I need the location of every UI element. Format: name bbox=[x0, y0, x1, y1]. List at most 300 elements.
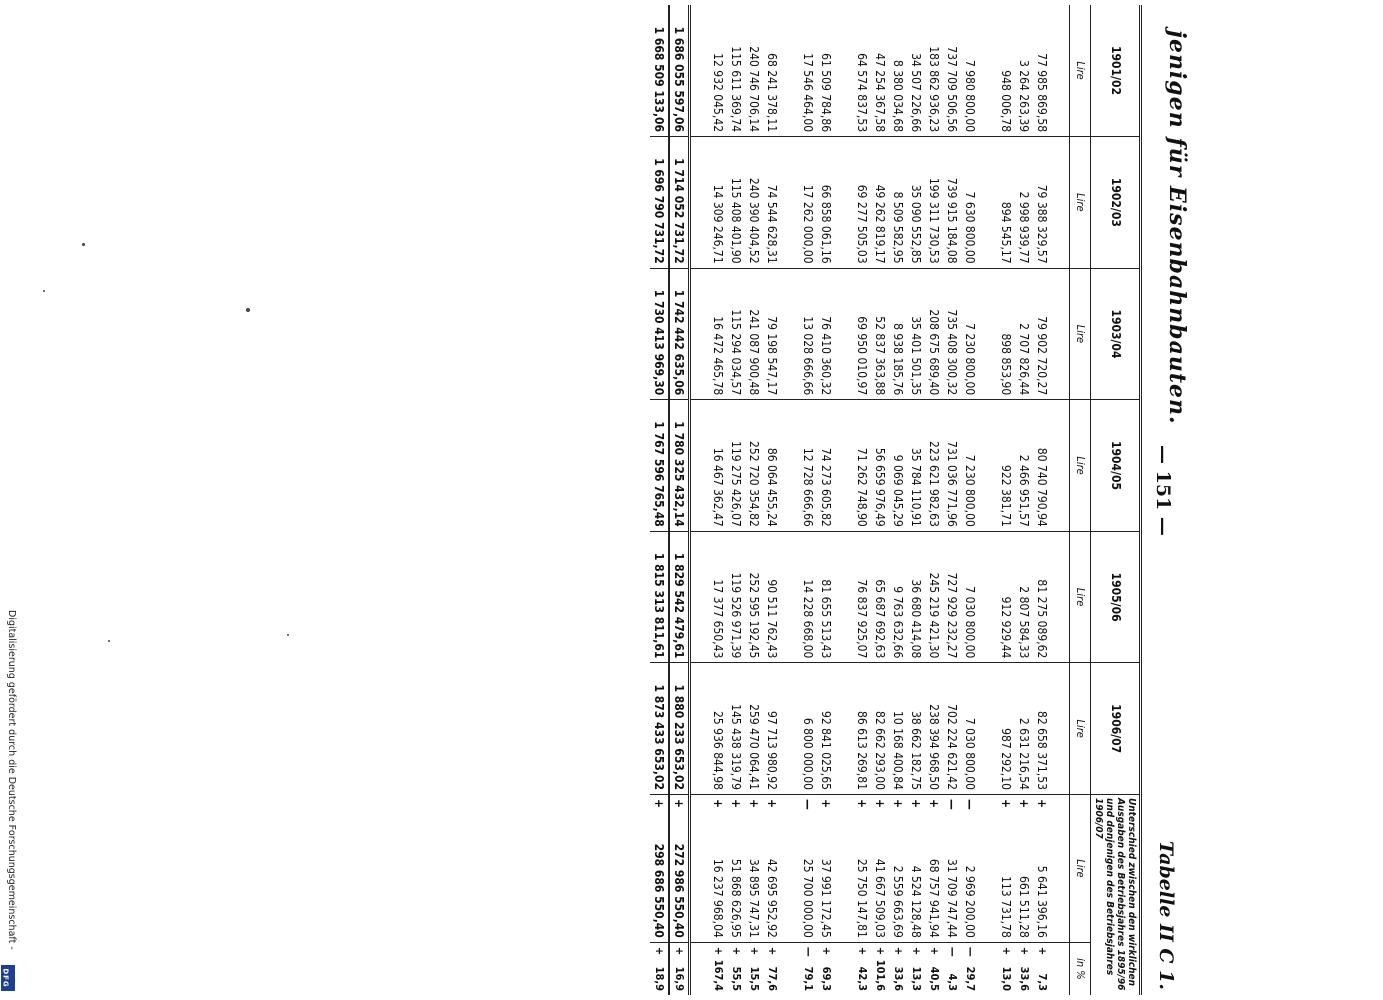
year-value-cell: 69 277 505,03 bbox=[853, 137, 871, 269]
year-value-cell: 240 390 404,52 bbox=[745, 137, 763, 269]
percent-cell bbox=[1033, 942, 1051, 995]
year-value-cell: 66 858 061,16 bbox=[817, 137, 835, 269]
year-value-cell: 922 381,71 bbox=[997, 400, 1015, 532]
spacer-cell bbox=[781, 531, 799, 663]
year-value-cell: 86 613 269,81 bbox=[853, 663, 871, 795]
unit-label: Lire bbox=[1069, 137, 1090, 269]
percent-cell bbox=[871, 942, 889, 995]
spacer-cell bbox=[781, 663, 799, 795]
spacer-cell bbox=[979, 531, 997, 663]
year-value-cell: 9 069 045,29 bbox=[889, 400, 907, 532]
dfg-logo-text: DFG bbox=[1, 968, 10, 988]
percent-sign: + bbox=[999, 946, 1013, 956]
table-row bbox=[889, 5, 907, 995]
year-value-cell: 1 742 442 635,06 bbox=[669, 268, 690, 400]
year-value-cell: 92 841 025,65 bbox=[817, 663, 835, 795]
year-value-cell: 912 929,44 bbox=[997, 531, 1015, 663]
year-value-cell: 115 408 401,90 bbox=[727, 137, 745, 269]
year-value-cell: 97 713 980,92 bbox=[763, 663, 781, 795]
difference-cell bbox=[709, 794, 727, 942]
scan-speck bbox=[246, 308, 250, 312]
scan-speck bbox=[43, 290, 45, 292]
year-value-cell: 61 509 784,86 bbox=[818, 53, 833, 133]
difference-sign: + bbox=[1034, 798, 1049, 809]
percent-sign: — bbox=[945, 946, 959, 957]
difference-value: 113 731,78 bbox=[998, 876, 1013, 938]
col-header-year: 1901/02 bbox=[1090, 5, 1140, 137]
spacer-cell bbox=[1051, 137, 1070, 269]
difference-cell bbox=[799, 794, 817, 942]
table-row bbox=[709, 5, 727, 995]
percent-cell bbox=[763, 942, 781, 995]
percent-value: 7,3 bbox=[1035, 973, 1049, 991]
difference-cell bbox=[650, 794, 669, 942]
difference-cell bbox=[727, 794, 745, 942]
percent-cell bbox=[961, 942, 979, 995]
year-value-cell: 1 714 052 731,72 bbox=[669, 137, 690, 269]
percent-sign: + bbox=[1035, 946, 1049, 956]
percent-value: 15,5 bbox=[747, 966, 761, 991]
year-value-cell: 259 470 064,41 bbox=[745, 663, 763, 795]
spacer-cell bbox=[835, 400, 853, 532]
spacer-cell bbox=[689, 5, 709, 137]
year-value-cell: 1 880 233 653,02 bbox=[669, 663, 690, 795]
percent-value: 33,6 bbox=[891, 966, 905, 991]
spacer-cell bbox=[835, 663, 853, 795]
unit-label: Lire bbox=[1069, 5, 1090, 137]
percent-sign: + bbox=[672, 946, 686, 956]
year-value-cell: 240 746 706,14 bbox=[746, 46, 761, 133]
year-value-cell: 119 275 426,07 bbox=[727, 400, 745, 532]
year-value-cell: 1 767 596 765,48 bbox=[650, 400, 669, 532]
percent-cell bbox=[943, 942, 961, 995]
year-value-cell: 6 800 000,00 bbox=[799, 663, 817, 795]
year-value-cell: 65 687 692,63 bbox=[871, 531, 889, 663]
difference-cell bbox=[871, 794, 889, 942]
year-value-cell: 76 410 360,32 bbox=[817, 268, 835, 400]
year-value-cell: 1 686 055 597,06 bbox=[669, 5, 690, 137]
difference-cell bbox=[889, 794, 907, 942]
spacer-cell bbox=[1051, 531, 1070, 663]
table-row bbox=[1015, 5, 1033, 995]
expenditure-table bbox=[650, 5, 1142, 995]
year-value-cell: 1 730 413 969,30 bbox=[650, 268, 669, 400]
difference-cell bbox=[1033, 794, 1051, 942]
digitization-footer bbox=[3, 610, 17, 995]
spacer-cell bbox=[689, 942, 709, 995]
percent-value: 29,7 bbox=[963, 966, 977, 991]
percent-cell bbox=[907, 942, 925, 995]
year-value-cell: 223 621 982,63 bbox=[925, 400, 943, 532]
difference-value: 2 559 663,69 bbox=[890, 865, 905, 938]
year-value-cell: 8 380 034,68 bbox=[890, 59, 905, 133]
year-value-cell: 2 466 951,57 bbox=[1015, 400, 1033, 532]
spacer-cell bbox=[689, 531, 709, 663]
year-value-cell: 35 784 110,91 bbox=[907, 400, 925, 532]
scan-speck bbox=[108, 640, 110, 642]
table-row bbox=[763, 5, 781, 995]
year-value-cell: 56 659 976,49 bbox=[871, 400, 889, 532]
spacer-cell bbox=[781, 268, 799, 400]
difference-sign: + bbox=[1016, 798, 1031, 809]
spacer-row bbox=[835, 5, 853, 995]
spacer-row bbox=[979, 5, 997, 995]
percent-value: 79,1 bbox=[801, 966, 815, 991]
difference-value: 42 695 952,92 bbox=[764, 858, 779, 938]
difference-cell bbox=[961, 794, 979, 942]
percent-sign: + bbox=[855, 946, 869, 956]
year-value-cell: 35 401 501,35 bbox=[907, 268, 925, 400]
year-value-cell: 17 377 650,43 bbox=[709, 531, 727, 663]
percent-value: 16,9 bbox=[672, 966, 686, 991]
percent-sign: — bbox=[801, 946, 815, 957]
table-body bbox=[650, 5, 1070, 995]
percent-value: 40,5 bbox=[927, 966, 941, 991]
difference-value: 51 868 626,95 bbox=[728, 858, 743, 938]
year-value-cell: 90 511 762,43 bbox=[763, 531, 781, 663]
unit-label: Lire bbox=[1069, 268, 1090, 400]
table-row bbox=[907, 5, 925, 995]
year-value-cell: 12 932 045,42 bbox=[710, 53, 725, 133]
year-value-cell: 739 915 184,08 bbox=[943, 137, 961, 269]
table-row bbox=[871, 5, 889, 995]
difference-cell bbox=[943, 794, 961, 942]
difference-sign: + bbox=[764, 798, 779, 809]
spacer-cell bbox=[689, 400, 709, 532]
percent-cell bbox=[853, 942, 871, 995]
percent-value: 55,5 bbox=[729, 966, 743, 991]
difference-sign: + bbox=[890, 798, 905, 809]
year-value-cell: 1 780 325 432,14 bbox=[669, 400, 690, 532]
page-number: — 151 — bbox=[1151, 445, 1174, 536]
year-value-cell: 1 829 542 479,61 bbox=[669, 531, 690, 663]
year-value-cell: 145 438 319,79 bbox=[727, 663, 745, 795]
year-value-cell: 74 273 605,82 bbox=[817, 400, 835, 532]
year-value-cell: 115 611 369,74 bbox=[728, 46, 743, 133]
scan-speck bbox=[82, 243, 85, 246]
year-value-cell: 2 707 826,44 bbox=[1015, 268, 1033, 400]
year-value-cell: 894 545,17 bbox=[997, 137, 1015, 269]
difference-value: 31 709 747,44 bbox=[944, 858, 959, 938]
year-value-cell: 238 394 968,50 bbox=[925, 663, 943, 795]
difference-sign: + bbox=[908, 798, 923, 809]
percent-sign: — bbox=[963, 946, 977, 957]
difference-sign: + bbox=[818, 798, 833, 809]
difference-sign: + bbox=[854, 798, 869, 809]
percent-cell bbox=[669, 942, 690, 995]
year-value-cell: 38 662 182,75 bbox=[907, 663, 925, 795]
difference-value: 34 895 747,31 bbox=[746, 858, 761, 938]
spacer-cell bbox=[979, 137, 997, 269]
year-value-cell: 35 090 552,85 bbox=[907, 137, 925, 269]
percent-value: 18,9 bbox=[652, 966, 666, 991]
year-value-cell: 208 675 689,40 bbox=[925, 268, 943, 400]
table-row bbox=[943, 5, 961, 995]
difference-cell bbox=[925, 794, 943, 942]
spacer-cell bbox=[689, 794, 709, 942]
spacer-cell bbox=[835, 794, 853, 942]
year-value-cell: 245 219 421,30 bbox=[925, 531, 943, 663]
col-header-year: 1906/07 bbox=[1090, 663, 1140, 795]
year-value-cell: 52 837 363,88 bbox=[871, 268, 889, 400]
year-value-cell: 7 030 800,00 bbox=[961, 531, 979, 663]
year-value-cell: 86 064 455,24 bbox=[763, 400, 781, 532]
year-value-cell: 17 262 000,00 bbox=[799, 137, 817, 269]
difference-sign: + bbox=[710, 798, 725, 809]
percent-sign: + bbox=[909, 946, 923, 956]
difference-cell bbox=[763, 794, 781, 942]
year-value-cell: 47 254 367,58 bbox=[872, 53, 887, 133]
spacer-row bbox=[689, 5, 709, 995]
unit-row bbox=[1069, 5, 1090, 995]
year-value-cell: 987 292,10 bbox=[997, 663, 1015, 795]
difference-cell bbox=[1015, 794, 1033, 942]
difference-value: 16 237 968,04 bbox=[710, 858, 725, 938]
spacer-cell bbox=[979, 663, 997, 795]
spacer-cell bbox=[979, 268, 997, 400]
year-value-cell: 727 929 232,27 bbox=[943, 531, 961, 663]
spacer-cell bbox=[689, 268, 709, 400]
percent-value: 13,3 bbox=[909, 966, 923, 991]
year-value-cell: 25 936 844,98 bbox=[709, 663, 727, 795]
table-row bbox=[1033, 5, 1051, 995]
percent-sign: + bbox=[819, 946, 833, 956]
table-row bbox=[727, 5, 745, 995]
spacer-cell bbox=[689, 663, 709, 795]
year-value-cell: 8 938 185,76 bbox=[889, 268, 907, 400]
year-value-cell: 77 985 869,58 bbox=[1034, 53, 1049, 133]
spacer-cell bbox=[781, 794, 799, 942]
spacer-cell bbox=[979, 400, 997, 532]
col-header-year: 1903/04 bbox=[1090, 268, 1140, 400]
year-value-cell: 183 862 936,23 bbox=[926, 46, 941, 133]
total-row bbox=[650, 5, 669, 995]
page-title: jenigen für Eisenbahnbauten. bbox=[1163, 30, 1190, 425]
spacer-cell bbox=[781, 942, 799, 995]
year-value-cell: 1 815 313 811,61 bbox=[650, 531, 669, 663]
year-value-cell: 2 998 939,77 bbox=[1015, 137, 1033, 269]
col-header-difference: Unterschied zwischen den wirklichen Ausgaben des Betriebsjahres 1895/96 und denjenigen des Betriebsjahres 1906/07 bbox=[1090, 794, 1140, 995]
spacer-cell bbox=[979, 794, 997, 942]
difference-value: 2 969 200,00 bbox=[962, 865, 977, 938]
year-value-cell: 14 228 668,00 bbox=[799, 531, 817, 663]
year-value-cell: 36 680 414,08 bbox=[907, 531, 925, 663]
year-value-cell: 115 294 034,57 bbox=[727, 268, 745, 400]
difference-value: 25 700 000,00 bbox=[800, 858, 815, 938]
percent-cell bbox=[925, 942, 943, 995]
spacer-cell bbox=[1051, 942, 1070, 995]
unit-label: Lire bbox=[1069, 663, 1090, 795]
year-value-cell: 79 902 720,27 bbox=[1033, 268, 1051, 400]
year-value-cell: 948 006,78 bbox=[998, 70, 1013, 133]
difference-value: 37 991 172,45 bbox=[818, 858, 833, 938]
rotated-table-page bbox=[42, 5, 1192, 995]
percent-sign: + bbox=[652, 946, 666, 956]
year-value-cell: 241 087 900,48 bbox=[745, 268, 763, 400]
spacer-cell bbox=[1051, 5, 1070, 137]
difference-sign: + bbox=[651, 798, 666, 809]
percent-cell bbox=[997, 942, 1015, 995]
year-value-cell: 14 309 246,71 bbox=[709, 137, 727, 269]
year-value-cell: 1 873 433 653,02 bbox=[650, 663, 669, 795]
year-value-cell: 7 030 800,00 bbox=[961, 663, 979, 795]
table-row bbox=[997, 5, 1015, 995]
year-value-cell: 735 408 300,32 bbox=[943, 268, 961, 400]
year-value-cell: 68 241 378,11 bbox=[764, 53, 779, 133]
spacer-cell bbox=[835, 268, 853, 400]
percent-sign: + bbox=[927, 946, 941, 956]
year-value-cell: 76 837 925,07 bbox=[853, 531, 871, 663]
difference-value: 25 750 147,81 bbox=[854, 858, 869, 938]
difference-sign: + bbox=[926, 798, 941, 809]
year-value-cell: 12 728 666,66 bbox=[799, 400, 817, 532]
year-value-cell: 3 264 263,39 bbox=[1016, 59, 1031, 133]
year-value-cell: 2 631 216,54 bbox=[1015, 663, 1033, 795]
header-row bbox=[1090, 5, 1140, 995]
difference-value: 298 686 550,40 bbox=[651, 843, 666, 938]
percent-cell bbox=[817, 942, 835, 995]
year-value-cell: 252 595 192,45 bbox=[745, 531, 763, 663]
table-row bbox=[925, 5, 943, 995]
table-row bbox=[961, 5, 979, 995]
unit-label: in % bbox=[1069, 942, 1090, 995]
percent-sign: + bbox=[711, 946, 725, 956]
percent-value: 4,3 bbox=[945, 973, 959, 991]
unit-label: Lire bbox=[1069, 794, 1090, 942]
year-value-cell: 17 546 464,00 bbox=[800, 53, 815, 133]
spacer-cell bbox=[781, 5, 799, 137]
footer-text: Digitalisierung gefördert durch die Deutsche Forschungsgemeinschaft - bbox=[6, 610, 17, 950]
percent-sign: + bbox=[729, 946, 743, 956]
scan-speck bbox=[287, 634, 289, 636]
year-value-cell: 199 311 730,53 bbox=[925, 137, 943, 269]
year-value-cell: 1 696 790 731,72 bbox=[650, 137, 669, 269]
spacer-cell bbox=[1051, 663, 1070, 795]
year-value-cell: 79 388 329,57 bbox=[1033, 137, 1051, 269]
year-value-cell: 731 036 771,96 bbox=[943, 400, 961, 532]
year-value-cell: 16 467 362,47 bbox=[709, 400, 727, 532]
percent-cell bbox=[650, 942, 669, 995]
unit-label: Lire bbox=[1069, 400, 1090, 532]
difference-value: 272 986 550,40 bbox=[671, 843, 686, 938]
difference-value: 661 511,28 bbox=[1016, 876, 1031, 938]
table-row bbox=[817, 5, 835, 995]
col-header-year: 1902/03 bbox=[1090, 137, 1140, 269]
percent-value: 42,3 bbox=[855, 966, 869, 991]
year-value-cell: 81 275 089,62 bbox=[1033, 531, 1051, 663]
percent-value: 167,4 bbox=[711, 959, 725, 991]
percent-sign: + bbox=[873, 946, 887, 956]
year-value-cell: 80 740 790,94 bbox=[1033, 400, 1051, 532]
year-value-cell: 71 262 748,90 bbox=[853, 400, 871, 532]
spacer-cell bbox=[835, 137, 853, 269]
difference-value: 5 641 396,16 bbox=[1034, 865, 1049, 938]
year-value-cell: 737 709 506,56 bbox=[944, 46, 959, 133]
year-value-cell: 82 662 293,00 bbox=[871, 663, 889, 795]
percent-cell bbox=[727, 942, 745, 995]
year-value-cell: 13 028 666,66 bbox=[799, 268, 817, 400]
percent-value: 33,6 bbox=[1017, 966, 1031, 991]
col-header-year: 1904/05 bbox=[1090, 400, 1140, 532]
spacer-cell bbox=[979, 5, 997, 137]
difference-value: 68 757 941,94 bbox=[926, 858, 941, 938]
difference-cell bbox=[997, 794, 1015, 942]
year-value-cell: 49 262 819,17 bbox=[871, 137, 889, 269]
year-value-cell: 7 230 800,00 bbox=[961, 268, 979, 400]
spacer-row bbox=[781, 5, 799, 995]
table-row bbox=[853, 5, 871, 995]
difference-cell bbox=[853, 794, 871, 942]
table-identifier: Tabelle II C 1. bbox=[1154, 840, 1177, 990]
table-row bbox=[799, 5, 817, 995]
difference-sign: + bbox=[998, 798, 1013, 809]
spacer-cell bbox=[835, 942, 853, 995]
spacer-cell bbox=[835, 5, 853, 137]
difference-value: 41 667 509,03 bbox=[872, 858, 887, 938]
percent-sign: + bbox=[765, 946, 779, 956]
difference-sign: + bbox=[872, 798, 887, 809]
year-value-cell: 9 763 632,66 bbox=[889, 531, 907, 663]
percent-cell bbox=[1015, 942, 1033, 995]
year-value-cell: 7 630 800,00 bbox=[961, 137, 979, 269]
year-value-cell: 7 230 800,00 bbox=[961, 400, 979, 532]
spacer-cell bbox=[979, 942, 997, 995]
spacer-cell bbox=[781, 137, 799, 269]
percent-sign: + bbox=[747, 946, 761, 956]
spacer-cell bbox=[781, 400, 799, 532]
year-value-cell: 702 224 621,42 bbox=[943, 663, 961, 795]
difference-cell bbox=[907, 794, 925, 942]
spacer-cell bbox=[835, 531, 853, 663]
year-value-cell: 74 544 628,31 bbox=[763, 137, 781, 269]
year-value-cell: 81 655 513,43 bbox=[817, 531, 835, 663]
col-header-year: 1905/06 bbox=[1090, 531, 1140, 663]
year-value-cell: 1 668 509 133,06 bbox=[650, 5, 669, 137]
total-row bbox=[669, 5, 690, 995]
difference-value: 4 524 128,48 bbox=[908, 865, 923, 938]
unit-label: Lire bbox=[1069, 531, 1090, 663]
spacer-cell bbox=[1051, 794, 1070, 942]
difference-sign: — bbox=[944, 798, 959, 810]
year-value-cell: 898 853,90 bbox=[997, 268, 1015, 400]
dfg-logo bbox=[1, 965, 15, 991]
year-value-cell: 10 168 400,84 bbox=[889, 663, 907, 795]
percent-cell bbox=[745, 942, 763, 995]
year-value-cell: 119 526 971,39 bbox=[727, 531, 745, 663]
table-row bbox=[745, 5, 763, 995]
difference-sign: — bbox=[962, 798, 977, 810]
year-value-cell: 69 950 010,97 bbox=[853, 268, 871, 400]
percent-cell bbox=[709, 942, 727, 995]
percent-cell bbox=[799, 942, 817, 995]
spacer-row bbox=[1051, 5, 1070, 995]
spacer-cell bbox=[1051, 268, 1070, 400]
year-value-cell: 79 198 547,17 bbox=[763, 268, 781, 400]
difference-cell bbox=[817, 794, 835, 942]
difference-sign: + bbox=[728, 798, 743, 809]
percent-sign: + bbox=[891, 946, 905, 956]
difference-sign: — bbox=[800, 798, 815, 810]
percent-cell bbox=[889, 942, 907, 995]
year-value-cell: 82 658 371,53 bbox=[1033, 663, 1051, 795]
percent-sign: + bbox=[1017, 946, 1031, 956]
spacer-cell bbox=[689, 137, 709, 269]
year-value-cell: 34 507 226,66 bbox=[908, 53, 923, 133]
difference-cell bbox=[745, 794, 763, 942]
percent-value: 101,6 bbox=[873, 959, 887, 991]
year-value-cell: 7 980 800,00 bbox=[962, 59, 977, 133]
year-value-cell: 64 574 837,53 bbox=[854, 53, 869, 133]
